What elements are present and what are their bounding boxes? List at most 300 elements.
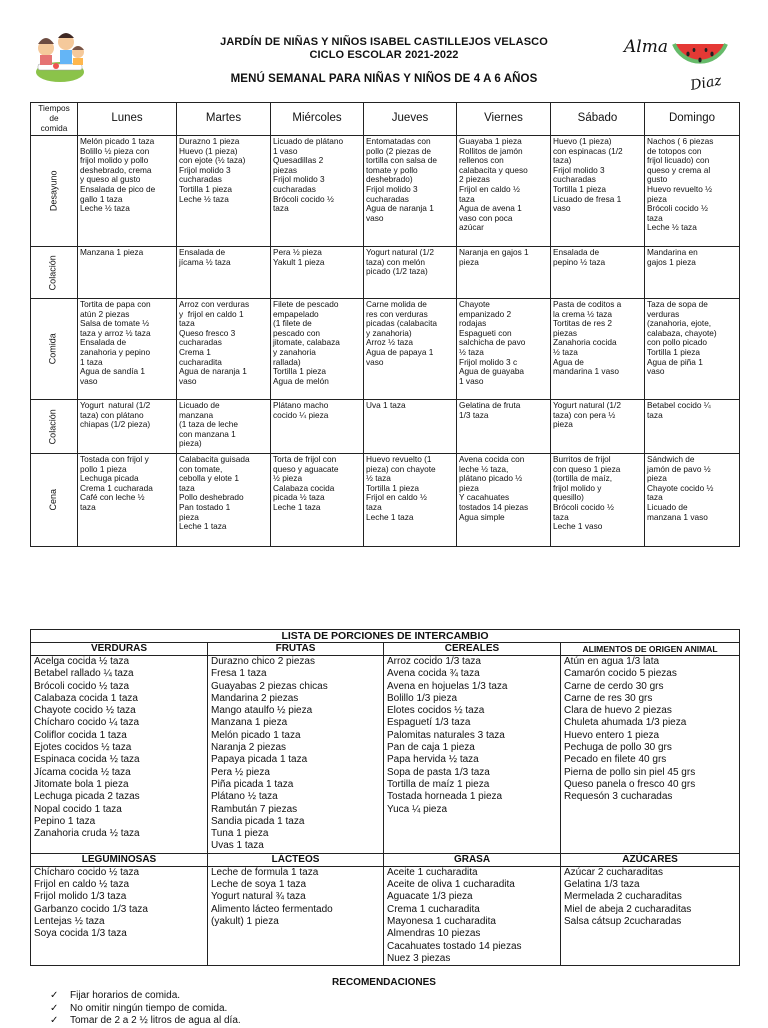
menu-item-line: Burritos de frijol — [553, 454, 611, 464]
menu-item-line: Arroz ½ taza — [366, 337, 414, 348]
menu-cell-jueves — [364, 454, 457, 547]
portion-item: Coliflor cocida 1 taza — [34, 729, 127, 741]
menu-item-line: gajos 1 pieza — [647, 256, 696, 267]
menu-item-line: cebolla y elote 1 — [179, 473, 239, 484]
menu-cell-miercoles — [271, 400, 364, 454]
menu-cell-lunes — [78, 136, 177, 247]
menu-item-line: vaso — [553, 203, 571, 214]
menu-item-line: vaso — [647, 366, 665, 377]
menu-cell-domingo — [645, 299, 740, 400]
menu-cell-viernes — [457, 400, 551, 454]
recommendation-item — [50, 1003, 241, 1016]
portion-item: Mayonesa 1 cucharadita — [387, 915, 496, 927]
menu-cell-miercoles — [271, 299, 364, 400]
menu-item-line: Filete de pescado — [273, 299, 339, 309]
menu-item-line: Betabel cocido ¼ — [647, 400, 711, 410]
portion-item: Cacahuates tostado 14 piezas — [387, 940, 522, 952]
menu-item-line: taza) — [553, 155, 572, 166]
menu-item-line: Leche 1 vaso — [553, 521, 603, 532]
group-header-alimentos-de-origen-animal: ALIMENTOS DE ORIGEN ANIMAL — [561, 643, 740, 656]
menu-item-line: (zanahoria, ejote, — [647, 318, 712, 329]
menu-cell-sabado — [551, 454, 645, 547]
menu-cell-jueves — [364, 400, 457, 454]
menu-item-line: deshebrado, crema — [80, 164, 152, 175]
portion-item: Yuca ¼ pieza — [387, 803, 448, 815]
menu-cell-viernes — [457, 136, 551, 247]
menu-item-line: Licuado de — [179, 400, 220, 410]
portion-item: Betabel rallado ¼ taza — [34, 668, 134, 680]
menu-item-line: Leche ½ taza — [80, 203, 130, 214]
menu-item-line: Mandarina en — [647, 247, 698, 257]
portion-item: Queso panela o fresco 40 grs — [564, 778, 696, 790]
portion-item: Avena cocida ¾ taza — [387, 668, 480, 680]
menu-item-line: Licuado de — [647, 501, 688, 512]
portion-item: Pera ½ pieza — [211, 766, 270, 778]
school-cycle: CICLO ESCOLAR 2021-2022 — [309, 49, 459, 61]
menu-item-line: de totopos con — [647, 145, 702, 156]
menu-item-line: Uva 1 taza — [366, 400, 406, 410]
menu-item-line: pollo 1 pieza — [80, 463, 127, 474]
portion-item: Miel de abeja 2 cucharaditas — [564, 903, 692, 915]
day-header-domingo: Domingo — [645, 103, 740, 136]
portion-item: Lechuga picada 2 tazas — [34, 791, 140, 803]
menu-item-line: vaso — [366, 356, 384, 367]
meal-row-colacion — [31, 400, 740, 454]
menu-item-line: Tortita de papa con — [80, 299, 151, 309]
menu-item-line: Crema 1 — [179, 346, 211, 357]
menu-cell-sabado — [551, 400, 645, 454]
menu-item-line: taza y arroz ½ taza — [80, 327, 151, 338]
portion-item: Tostada horneada 1 pieza — [387, 791, 503, 803]
portion-item: Piña picada 1 taza — [211, 778, 294, 790]
meal-time-header — [31, 103, 78, 136]
menu-item-line: Arroz con verduras — [179, 299, 250, 309]
portion-item: Espinaca cocida ½ taza — [34, 754, 140, 766]
group-items-azucares — [561, 866, 740, 965]
recommendation-text: Fijar horarios de comida. — [70, 990, 181, 1001]
portions-title: LISTA DE PORCIONES DE INTERCAMBIO — [31, 630, 740, 643]
menu-item-line: Espagueti con — [459, 327, 512, 338]
menu-item-line: cocido ¼ pieza — [273, 409, 329, 420]
portion-item: Frijol molido 1/3 taza — [34, 891, 127, 903]
portion-item: Sopa de pasta 1/3 taza — [387, 766, 490, 778]
menu-item-line: y frijol en caldo 1 — [179, 308, 244, 319]
menu-item-line: Gelatina de fruta — [459, 400, 521, 410]
menu-item-line: Frijol en caldo ½ — [459, 183, 520, 194]
menu-cell-martes — [177, 136, 271, 247]
portion-item: Papaya picada 1 taza — [211, 754, 308, 766]
menu-item-line: cucharadas — [273, 183, 316, 194]
portion-item: Aceite 1 cucharadita — [387, 866, 478, 878]
menu-item-line: Leche ½ taza — [647, 222, 697, 233]
menu-item-line: taza) con melón — [366, 256, 426, 267]
logo-script-diaz: Diaz — [689, 72, 723, 94]
menu-item-line: rodajas — [459, 318, 487, 329]
portion-item: Plátano ½ taza — [211, 791, 278, 803]
meal-row-cena — [31, 454, 740, 547]
recommendation-item — [50, 990, 241, 1003]
group-items-leguminosas — [31, 866, 208, 965]
portion-item: (yakult) 1 pieza — [211, 915, 279, 927]
menu-cell-miercoles — [271, 136, 364, 247]
children-eating-illustration — [34, 28, 86, 84]
menu-item-line: Agua de avena 1 — [459, 203, 522, 214]
menu-item-line: atún 2 piezas — [80, 308, 130, 319]
portion-item: Requesón 3 cucharadas — [564, 791, 673, 803]
meal-time-label-text: Colación — [48, 254, 59, 291]
portion-item: Fresa 1 taza — [211, 668, 267, 680]
menu-item-line: Agua de naranja 1 — [366, 203, 434, 214]
menu-item-line: ½ taza — [459, 346, 484, 357]
menu-item-line: tomate y pollo — [366, 164, 418, 175]
menu-item-line: Melón picado 1 taza — [80, 136, 155, 146]
menu-item-line: gusto — [647, 174, 668, 185]
menu-item-line: Huevo revuelto ½ — [647, 183, 713, 194]
menu-item-line: Tortitas de res 2 — [553, 318, 613, 329]
group-items-lacteos — [208, 866, 384, 965]
day-header-miercoles: Miércoles — [271, 103, 364, 136]
portion-item: Pepino 1 taza — [34, 815, 96, 827]
menu-item-line: jícama ½ taza — [179, 256, 231, 267]
menu-cell-martes — [177, 454, 271, 547]
menu-item-line: Manzana 1 pieza — [80, 247, 144, 257]
logo-script-alma: Alma — [624, 37, 668, 57]
meal-time-label — [31, 136, 78, 247]
menu-item-line: Plátano macho — [273, 400, 329, 410]
menu-item-line: Entomatadas con — [366, 136, 431, 146]
menu-item-line: Agua de — [553, 356, 584, 367]
menu-item-line: taza — [273, 203, 289, 214]
menu-item-line: azúcar — [459, 222, 484, 233]
menu-item-line: pieza — [647, 193, 667, 204]
menu-item-line: picado (1/2 taza) — [366, 266, 428, 277]
menu-item-line: Pan tostado 1 — [179, 501, 231, 512]
menu-item-line: tostados 14 piezas — [459, 501, 529, 512]
menu-cell-lunes — [78, 247, 177, 299]
portion-item: Pecado en filete 40 grs — [564, 754, 667, 766]
portion-item: Bolillo 1/3 pieza — [387, 692, 458, 704]
menu-item-line: vaso — [80, 375, 98, 386]
portion-item: Papa hervida ½ taza — [387, 754, 479, 766]
menu-item-line: con tomate, — [179, 463, 223, 474]
portion-item: Alimento lácteo fermentado — [211, 903, 333, 915]
portion-item: Lentejas ½ taza — [34, 915, 105, 927]
menu-cell-miercoles — [271, 454, 364, 547]
portion-item: Garbanzo cocido 1/3 taza — [34, 903, 148, 915]
recommendations-list — [50, 990, 241, 1028]
menu-item-line: Licuado de plátano — [273, 136, 344, 146]
menu-item-line: taza) con plátano — [80, 409, 144, 420]
group-items-grasa — [384, 866, 561, 965]
meal-time-label — [31, 454, 78, 547]
menu-item-line: frijol molido y pollo — [80, 155, 149, 166]
menu-cell-viernes — [457, 454, 551, 547]
menu-item-line: pepino ½ taza — [553, 256, 606, 267]
portion-item: Leche de formula 1 taza — [211, 866, 319, 878]
menu-item-line: Brócoli cocido ½ — [273, 193, 334, 204]
group-header-lacteos: LÁCTEOS — [208, 853, 384, 866]
menu-item-line: Sándwich de — [647, 454, 695, 464]
menu-item-line: y queso al gusto — [80, 174, 141, 185]
menu-item-line: Naranja en gajos 1 — [459, 247, 529, 257]
menu-item-line: Huevo revuelto (1 — [366, 454, 432, 464]
menu-item-line: Yogurt natural (1/2 — [553, 400, 621, 410]
exchange-portions-table — [30, 629, 740, 966]
menu-item-line: chiapas (1/2 pieza) — [80, 419, 151, 430]
menu-item-line: (1 taza de leche — [179, 419, 239, 430]
menu-item-line: queso y aguacate — [273, 463, 339, 474]
menu-item-line: taza — [647, 212, 663, 223]
menu-item-line: cucharadas — [553, 174, 596, 185]
school-name: JARDÍN DE NIÑAS Y NIÑOS ISABEL CASTILLEJOS VELASCO — [220, 36, 548, 48]
menu-cell-domingo — [645, 400, 740, 454]
portion-item: Mango ataulfo ½ pieza — [211, 705, 313, 717]
menu-cell-martes — [177, 247, 271, 299]
menu-item-line: frijol molido y — [553, 482, 602, 493]
menu-item-line: vaso con poca — [459, 212, 513, 223]
menu-item-line: taza — [366, 501, 382, 512]
menu-item-line: Yogurt natural (1/2 — [80, 400, 151, 410]
menu-item-line: empanizado 2 — [459, 308, 512, 319]
menu-item-line: piezas — [553, 327, 577, 338]
portion-item: Sandia picada 1 taza — [211, 815, 305, 827]
menu-item-line: Leche 1 taza — [179, 521, 227, 532]
menu-item-line: Tortilla 1 pieza — [647, 346, 701, 357]
portion-item: Durazno chico 2 piezas — [211, 656, 315, 667]
checkmark-icon: ✓ — [50, 1002, 59, 1014]
menu-item-line: con ejote (½ taza) — [179, 155, 246, 166]
menu-item-line: Avena cocida con — [459, 454, 525, 464]
menu-item-line: calabacita y queso — [459, 164, 528, 175]
portion-item: Elotes cocidos ½ taza — [387, 705, 485, 717]
menu-cell-sabado — [551, 136, 645, 247]
portion-item: Tuna 1 pieza — [211, 828, 269, 840]
menu-item-line: vaso — [179, 375, 197, 386]
group-header-grasa: GRASA — [384, 853, 561, 866]
menu-item-line: Pera ½ pieza — [273, 247, 322, 257]
menu-item-line: Ensalada de — [553, 247, 600, 257]
menu-item-line: pescado con — [273, 327, 321, 338]
menu-item-line: taza — [179, 318, 195, 329]
portion-item: Manzana 1 pieza — [211, 717, 288, 729]
menu-item-line: calabaza, chayote) — [647, 327, 717, 338]
menu-item-line: Bolillo ½ pieza con — [80, 145, 150, 156]
menu-item-line: verduras — [647, 308, 680, 319]
portion-item: Mermelada 2 cucharaditas — [564, 891, 682, 903]
recommendation-item — [50, 1015, 241, 1028]
menu-item-line: 1/3 taza — [459, 409, 489, 420]
menu-item-line: pieza — [459, 256, 479, 267]
menu-item-line: pieza) — [179, 438, 202, 449]
menu-item-line: jamón de pavo ½ — [647, 463, 711, 474]
menu-item-line: Frijol en caldo ½ — [366, 492, 427, 503]
portion-item: Melón picado 1 taza — [211, 729, 301, 741]
portion-item: Tortilla de maíz 1 pieza — [387, 778, 490, 790]
portion-item: Pechuga de pollo 30 grs — [564, 742, 672, 754]
menu-item-line: Durazno 1 pieza — [179, 136, 240, 146]
menu-item-line: con queso 1 pieza — [553, 463, 621, 474]
meal-time-label — [31, 400, 78, 454]
portion-item: Atún en agua 1/3 lata — [564, 656, 660, 667]
menu-item-line: Salsa de tomate ½ — [80, 318, 150, 329]
portion-item: Zanahoria cruda ½ taza — [34, 828, 140, 840]
meal-time-header-line: Tiempos — [38, 103, 70, 114]
menu-item-line: taza) con pera ½ — [553, 409, 616, 420]
portion-item: Rambután 7 piezas — [211, 803, 298, 815]
menu-item-line: taza — [553, 511, 569, 522]
menu-item-line: con espinacas (1/2 — [553, 145, 623, 156]
menu-cell-jueves — [364, 136, 457, 247]
portion-item: Naranja 2 piezas — [211, 742, 287, 754]
menu-item-line: Yakult 1 pieza — [273, 256, 325, 267]
menu-item-line: con pollo picado — [647, 337, 707, 348]
menu-cell-lunes — [78, 454, 177, 547]
menu-item-line: Tortilla 1 pieza — [179, 183, 233, 194]
menu-item-line: Yogurt natural (1/2 — [366, 247, 434, 257]
menu-item-line: (tortilla de maíz, — [553, 473, 613, 484]
menu-item-line: tortilla con salsa de — [366, 155, 438, 166]
recommendation-text: Tomar de 2 a 2 ½ litros de agua al día. — [70, 1015, 241, 1026]
menu-item-line: Frijol molido 3 c — [459, 356, 518, 367]
portion-item: Avena en hojuelas 1/3 taza — [387, 680, 508, 692]
document-header — [0, 0, 768, 100]
portion-item: Salsa cátsup 2cucharadas — [564, 915, 682, 927]
menu-item-line: Agua de guayaba — [459, 366, 525, 377]
group-header-frutas: FRUTAS — [208, 643, 384, 656]
recommendation-text: No omitir ningún tiempo de comida. — [70, 1002, 228, 1014]
portion-item: Jitomate bola 1 pieza — [34, 778, 129, 790]
menu-item-line: Rollitos de jamón — [459, 145, 523, 156]
menu-item-line: 1 vaso — [273, 145, 298, 156]
menu-item-line: Calabaza cocida — [273, 482, 335, 493]
menu-cell-sabado — [551, 299, 645, 400]
meal-time-label-text: Cena — [48, 489, 59, 511]
menu-item-line: Carne molida de — [366, 299, 427, 309]
menu-item-line: Agua de piña 1 — [647, 356, 703, 367]
portion-item: Aceite de oliva 1 cucharadita — [387, 879, 515, 891]
menu-item-line: Brócoli cocido ½ — [647, 203, 708, 214]
group-items-cereales — [384, 656, 561, 854]
menu-item-line: Tostada con frijol y — [80, 454, 149, 464]
menu-cell-jueves — [364, 247, 457, 299]
portion-item: Brócoli cocido ½ taza — [34, 680, 130, 692]
menu-item-line: taza — [179, 482, 195, 493]
portion-item: Calabaza cocida 1 taza — [34, 692, 138, 704]
menu-item-line: Tortilla 1 pieza — [273, 366, 327, 377]
menu-item-line: Agua simple — [459, 511, 505, 522]
meal-time-label — [31, 247, 78, 299]
menu-item-line: vaso — [366, 212, 384, 223]
portion-item: Chícharo cocido ¼ taza — [34, 717, 140, 729]
menu-cell-domingo — [645, 454, 740, 547]
menu-item-line: Tortilla 1 pieza — [366, 482, 420, 493]
menu-item-line: zanahoria y pepino — [80, 346, 151, 357]
portion-item: Palomitas naturales 3 taza — [387, 729, 505, 741]
menu-item-line: ½ taza — [366, 473, 391, 484]
portion-item: Chayote cocido ½ taza — [34, 705, 136, 717]
menu-item-line: Agua de papaya 1 — [366, 346, 434, 357]
menu-item-line: leche ½ taza, — [459, 463, 509, 474]
group-header-cereales: CEREALES — [384, 643, 561, 656]
menu-item-line: Crema 1 cucharada — [80, 482, 153, 493]
menu-item-line: mandarina 1 vaso — [553, 366, 619, 377]
menu-item-line: Pollo deshebrado — [179, 492, 244, 503]
portion-item: Leche de soya 1 taza — [211, 879, 307, 891]
group-items-alimentos-de-origen-animal — [561, 656, 740, 854]
meal-time-header-line: comida — [40, 122, 68, 133]
menu-item-line: Zanahoria cocida — [553, 337, 617, 348]
group-header-leguminosas: LEGUMINOSAS — [31, 853, 208, 866]
menu-item-line: Agua de naranja 1 — [179, 366, 247, 377]
portion-item: Uvas 1 taza — [211, 840, 264, 852]
meal-row-comida — [31, 299, 740, 400]
portion-item: Gelatina 1/3 taza — [564, 879, 640, 891]
portion-item: Mandarina 2 piezas — [211, 692, 299, 704]
checkmark-icon: ✓ — [50, 1015, 59, 1026]
menu-cell-sabado — [551, 247, 645, 299]
menu-item-line: salchicha de pavo — [459, 337, 526, 348]
menu-cell-martes — [177, 299, 271, 400]
portion-item: Crema 1 cucharadita — [387, 903, 480, 915]
menu-item-line: queso y crema al — [647, 164, 711, 175]
menu-cell-lunes — [78, 400, 177, 454]
portion-item: Pierna de pollo sin piel 45 grs — [564, 766, 696, 778]
menu-item-line: res con verduras — [366, 308, 428, 319]
menu-cell-viernes — [457, 299, 551, 400]
meal-time-label-text: Colación — [48, 408, 59, 445]
menu-item-line: Chayote cocido ½ — [647, 482, 714, 493]
menu-item-line: piezas — [273, 164, 297, 175]
meal-time-label — [31, 299, 78, 400]
menu-item-line: frijol licuado) con — [647, 155, 710, 166]
menu-item-line: gallo 1 taza — [80, 193, 123, 204]
menu-item-line: la crema ½ taza — [553, 308, 613, 319]
menu-header-row — [31, 103, 740, 136]
menu-item-line: plátano picado ½ — [459, 473, 523, 484]
menu-cell-jueves — [364, 299, 457, 400]
menu-cell-domingo — [645, 247, 740, 299]
recommendations-title: RECOMENDACIONES — [332, 977, 436, 988]
portion-item: Azúcar 2 cucharaditas — [564, 866, 663, 878]
day-header-lunes: Lunes — [78, 103, 177, 136]
group-items-verduras — [31, 656, 208, 854]
menu-item-line: Y cacahuates — [459, 492, 510, 503]
portion-item: Camarón cocido 5 piezas — [564, 668, 677, 680]
portion-item: Guayabas 2 piezas chicas — [211, 680, 328, 692]
portion-item: Jícama cocida ½ taza — [34, 766, 131, 778]
menu-item-line: Nachos ( 6 piezas — [647, 136, 714, 146]
portion-item: Espaguetí 1/3 taza — [387, 717, 471, 729]
menu-item-line: Ensalada de — [179, 247, 226, 257]
menu-item-line: Frijol molido 3 — [553, 164, 605, 175]
portion-item: Almendras 10 piezas — [387, 928, 481, 940]
menu-cell-miercoles — [271, 247, 364, 299]
menu-item-line: pollo (2 piezas de — [366, 145, 432, 156]
portion-item: Yogurt natural ¾ taza — [211, 891, 306, 903]
menu-item-line: quesillo) — [553, 492, 584, 503]
menu-title: MENÚ SEMANAL PARA NIÑAS Y NIÑOS DE 4 A 6 AÑOS — [230, 73, 538, 85]
menu-item-line: manzana 1 vaso — [647, 511, 708, 522]
menu-cell-viernes — [457, 247, 551, 299]
menu-item-line: jitomate, calabaza — [273, 337, 340, 348]
menu-item-line: con manzana 1 — [179, 428, 236, 439]
menu-item-line: Licuado de fresa 1 — [553, 193, 622, 204]
menu-item-line: picada ½ taza — [273, 492, 325, 503]
menu-item-line: Guayaba 1 pieza — [459, 136, 522, 146]
weekly-menu-table — [30, 102, 740, 547]
menu-item-line: y zanahoria — [273, 346, 316, 357]
menu-item-line: manzana — [179, 409, 214, 420]
